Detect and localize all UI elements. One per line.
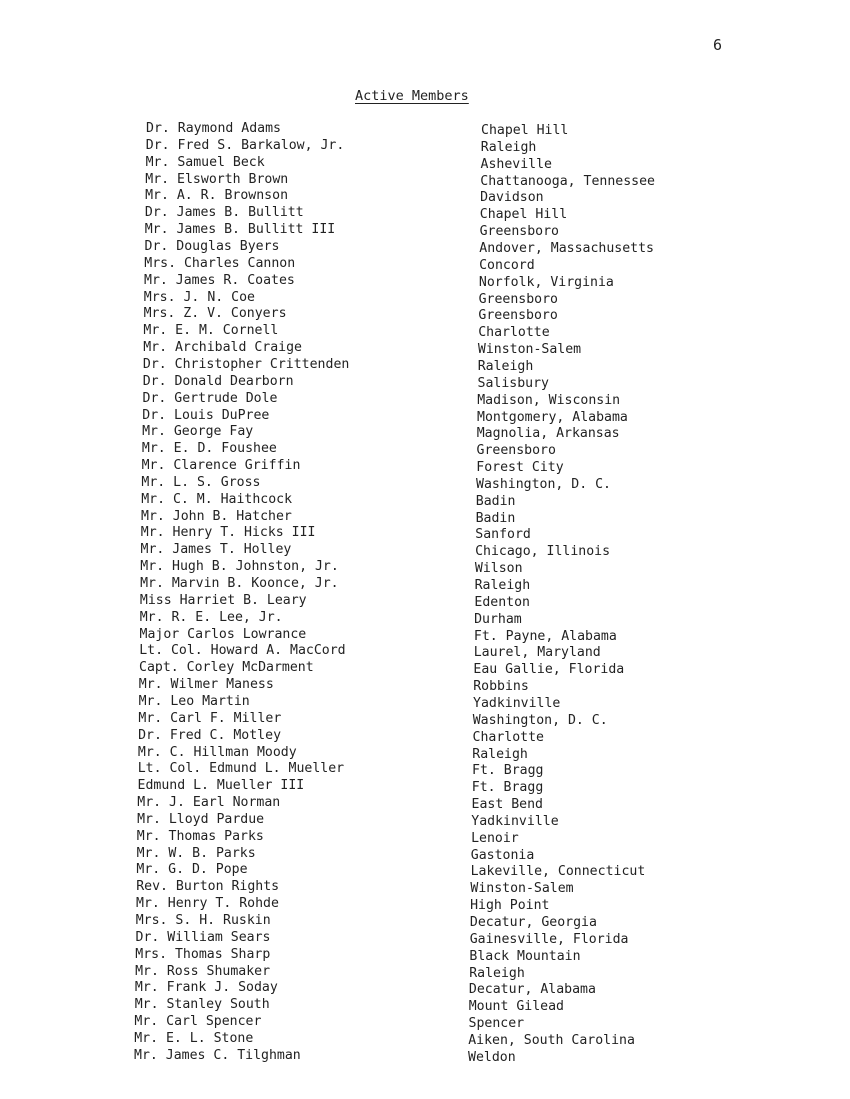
member-row — [0, 474, 850, 491]
member-location: Badin — [475, 493, 516, 509]
member-row — [0, 255, 850, 272]
member-location: Lakeville, Connecticut — [470, 864, 646, 880]
member-location: Raleigh — [472, 746, 528, 762]
member-location: Badin — [475, 510, 516, 526]
member-name: Rev. Burton Rights — [136, 879, 280, 895]
member-name: Mr. Ross Shumaker — [135, 963, 271, 979]
member-row — [0, 996, 850, 1013]
member-location: Winston-Salem — [470, 881, 574, 897]
member-row — [0, 1013, 850, 1030]
member-row — [0, 1030, 850, 1047]
member-name: Mr. G. D. Pope — [136, 862, 248, 878]
member-name: Mr. E. D. Foushee — [141, 441, 277, 457]
member-row — [0, 272, 850, 289]
member-name: Mr. C. M. Haithcock — [141, 491, 293, 507]
member-location: Mount Gilead — [468, 999, 564, 1015]
member-row — [0, 845, 850, 862]
member-location: Sanford — [475, 527, 531, 543]
member-location: Washington, D. C. — [472, 712, 608, 728]
member-location: Decatur, Alabama — [468, 982, 596, 998]
member-row — [0, 524, 850, 541]
member-row — [0, 171, 850, 188]
member-location: Asheville — [480, 156, 552, 172]
member-row — [0, 710, 850, 727]
member-name: Miss Harriet B. Leary — [139, 592, 307, 608]
member-row — [0, 693, 850, 710]
member-name: Mrs. Charles Cannon — [144, 255, 296, 271]
member-location: Ft. Payne, Alabama — [473, 628, 617, 644]
member-row — [0, 659, 850, 676]
member-name: Mr. Carl F. Miller — [138, 710, 282, 726]
member-name: Mr. James C. Tilghman — [134, 1047, 301, 1063]
member-location: Greensboro — [476, 443, 556, 459]
member-row — [0, 457, 850, 474]
member-row — [0, 440, 850, 457]
member-row — [0, 642, 850, 659]
member-name: Dr. James B. Bullitt — [144, 205, 304, 221]
member-name: Mr. Stanley South — [134, 997, 270, 1013]
member-name: Mr. Carl Spencer — [134, 1014, 262, 1030]
member-row — [0, 322, 850, 339]
member-name: Dr. Fred S. Barkalow, Jr. — [145, 137, 345, 153]
member-name: Edmund L. Mueller III — [137, 778, 305, 794]
member-row — [0, 676, 850, 693]
member-location: Montgomery, Alabama — [477, 409, 628, 425]
member-location: Weldon — [468, 1049, 516, 1065]
member-name: Mr. John B. Hatcher — [141, 508, 292, 524]
member-name: Mrs. Thomas Sharp — [135, 946, 271, 962]
member-location: Chapel Hill — [481, 123, 569, 138]
member-name: Mr. Wilmer Maness — [138, 677, 274, 693]
member-name: Mrs. Z. V. Conyers — [143, 306, 287, 322]
member-location: Gainesville, Florida — [469, 931, 629, 947]
member-name: Major Carlos Lowrance — [139, 626, 307, 642]
member-location: Raleigh — [474, 578, 531, 593]
member-row — [0, 895, 850, 912]
member-location: Laurel, Maryland — [473, 645, 601, 661]
member-name: Mr. James T. Holley — [140, 542, 292, 558]
member-location: Edenton — [474, 594, 530, 610]
member-location: Salisbury — [477, 375, 549, 391]
member-location: Chapel Hill — [479, 207, 568, 223]
member-name: Mr. Marvin B. Koonce, Jr. — [140, 576, 339, 591]
member-location: Black Mountain — [469, 948, 581, 964]
member-row — [0, 221, 850, 238]
member-row — [0, 390, 850, 407]
member-row — [0, 373, 850, 390]
member-location: Charlotte — [472, 729, 544, 745]
member-name: Dr. William Sears — [135, 929, 271, 945]
member-row — [0, 979, 850, 996]
member-name: Dr. Raymond Adams — [146, 121, 281, 136]
member-name: Mr. J. Earl Norman — [137, 795, 281, 810]
section-heading: Active Members — [355, 88, 469, 104]
member-row — [0, 356, 850, 373]
member-location: Decatur, Georgia — [469, 915, 597, 930]
member-row — [0, 878, 850, 895]
member-row — [0, 760, 850, 777]
member-row — [0, 508, 850, 525]
member-name: Lt. Col. Edmund L. Mueller — [137, 761, 345, 777]
member-row — [0, 828, 850, 845]
member-name: Mr. L. S. Gross — [141, 474, 261, 490]
member-location: Norfolk, Virginia — [478, 274, 614, 290]
member-name: Mr. E. L. Stone — [134, 1030, 254, 1046]
member-location: Aiken, South Carolina — [468, 1032, 635, 1048]
member-row — [0, 238, 850, 255]
member-location: Chattanooga, Tennessee — [480, 173, 655, 189]
member-location: Yadkinville — [473, 695, 561, 711]
member-row — [0, 575, 850, 592]
member-row — [0, 727, 850, 744]
member-location: High Point — [470, 898, 550, 914]
member-name: Mr. Frank J. Soday — [134, 980, 278, 996]
member-row — [0, 861, 850, 878]
member-name: Mr. Henry T. Hicks III — [140, 525, 316, 541]
member-location: Madison, Wisconsin — [477, 392, 621, 408]
member-location: Greensboro — [479, 224, 559, 240]
member-location: Gastonia — [470, 847, 535, 863]
member-name: Dr. Louis DuPree — [142, 407, 270, 423]
member-location: Lenoir — [471, 830, 519, 846]
member-location: Eau Gallie, Florida — [473, 662, 625, 678]
member-row — [0, 204, 850, 221]
member-location: Charlotte — [478, 325, 550, 341]
member-row — [0, 305, 850, 322]
member-row — [0, 609, 850, 626]
member-row — [0, 1047, 850, 1064]
member-name: Mr. Samuel Beck — [145, 154, 265, 170]
member-name: Mr. Hugh B. Johnston, Jr. — [140, 559, 339, 575]
member-name: Mr. A. R. Brownson — [145, 188, 289, 204]
member-name: Mrs. J. N. Coe — [143, 289, 255, 305]
member-row — [0, 541, 850, 558]
member-location: Yadkinville — [471, 813, 559, 829]
member-location: Chicago, Illinois — [475, 544, 611, 560]
member-name: Mr. Henry T. Rohde — [136, 896, 279, 912]
member-name: Mr. James B. Bullitt III — [144, 222, 336, 238]
member-row — [0, 339, 850, 356]
member-name: Lt. Col. Howard A. MacCord — [139, 643, 346, 659]
member-location: Magnolia, Arkansas — [476, 426, 620, 442]
member-name: Dr. Christopher Crittenden — [142, 356, 350, 372]
member-location: Raleigh — [469, 965, 525, 981]
member-name: Capt. Corley McDarment — [139, 660, 314, 676]
member-row — [0, 946, 850, 963]
member-row — [0, 558, 850, 575]
member-location: Raleigh — [480, 139, 537, 155]
member-location: Forest City — [476, 460, 564, 475]
member-name: Mr. James R. Coates — [144, 272, 295, 288]
member-row — [0, 794, 850, 811]
member-location: East Bend — [471, 797, 543, 812]
member-location: Raleigh — [477, 358, 534, 374]
member-name: Mr. Clarence Griffin — [141, 458, 301, 473]
member-name: Mr. Leo Martin — [138, 693, 250, 709]
member-name: Mrs. S. H. Ruskin — [135, 913, 271, 928]
member-location: Wilson — [474, 561, 523, 577]
member-name: Dr. Fred C. Motley — [138, 727, 282, 743]
member-row — [0, 137, 850, 154]
member-location: Ft. Bragg — [472, 763, 544, 779]
member-name: Dr. Douglas Byers — [144, 239, 280, 254]
member-location: Greensboro — [478, 291, 558, 307]
member-row — [0, 289, 850, 306]
member-name: Mr. E. M. Cornell — [143, 323, 279, 339]
member-name: Mr. George Fay — [142, 424, 254, 440]
member-row — [0, 912, 850, 929]
member-row — [0, 187, 850, 204]
member-location: Andover, Massachusetts — [479, 241, 654, 256]
member-row — [0, 777, 850, 794]
member-row — [0, 626, 850, 643]
member-row — [0, 592, 850, 609]
member-name: Dr. Gertrude Dole — [142, 390, 278, 406]
member-location: Ft. Bragg — [471, 780, 544, 796]
member-name: Mr. W. B. Parks — [136, 845, 256, 861]
member-location: Greensboro — [478, 308, 558, 324]
member-row — [0, 154, 850, 171]
member-row — [0, 744, 850, 761]
member-name: Mr. Archibald Craige — [143, 340, 302, 356]
member-row — [0, 120, 850, 137]
page-number: 6 — [713, 36, 723, 54]
member-name: Dr. Donald Dearborn — [142, 373, 294, 389]
member-name: Mr. C. Hillman Moody — [137, 744, 297, 760]
member-location: Davidson — [480, 190, 544, 206]
member-location: Durham — [474, 611, 522, 627]
member-name: Mr. Lloyd Pardue — [137, 811, 265, 827]
member-row — [0, 929, 850, 946]
member-name: Mr. Elsworth Brown — [145, 171, 289, 187]
member-row — [0, 491, 850, 508]
member-location: Winston-Salem — [477, 342, 582, 358]
member-location: Washington, D. C. — [476, 476, 611, 492]
member-row — [0, 407, 850, 424]
member-name: Mr. Thomas Parks — [136, 828, 264, 844]
member-name: Mr. R. E. Lee, Jr. — [139, 609, 283, 625]
member-location: Spencer — [468, 1016, 525, 1032]
member-location: Robbins — [473, 679, 529, 695]
member-row — [0, 423, 850, 440]
member-row — [0, 811, 850, 828]
member-row — [0, 963, 850, 980]
member-location: Concord — [479, 257, 535, 273]
